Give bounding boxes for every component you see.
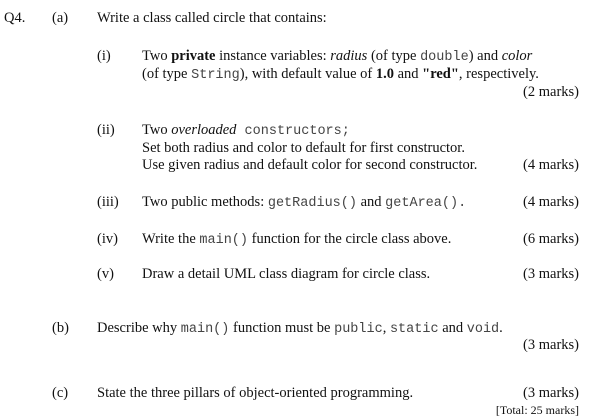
text: , respectively. xyxy=(458,66,539,82)
text: (of type xyxy=(142,66,192,82)
part-a-label: (a) xyxy=(52,10,69,26)
text: function for the circle class above. xyxy=(248,231,452,247)
item-v-text: Draw a detail UML class diagram for circle class. xyxy=(142,266,431,282)
var-radius: radius xyxy=(330,48,368,64)
item-i-label: (i) xyxy=(97,48,111,64)
type-double: double xyxy=(420,50,469,65)
text: ) and xyxy=(468,48,502,64)
total-marks: [Total: 25 marks] xyxy=(495,403,579,417)
question-number: Q4. xyxy=(4,10,26,26)
code-public: public xyxy=(334,322,383,337)
word-constructors: constructors; xyxy=(236,124,350,139)
item-ii-line1 xyxy=(142,122,350,140)
text: and xyxy=(438,320,467,336)
var-color: color xyxy=(501,48,533,64)
text: Describe why xyxy=(97,320,181,336)
text: Two xyxy=(142,48,172,64)
item-ii-line2: Set both radius and color to default for first constructor. xyxy=(142,140,465,156)
item-iii-marks: (4 marks) xyxy=(523,194,579,210)
part-c-marks: (3 marks) xyxy=(523,385,579,401)
method-getarea: getArea(). xyxy=(385,196,467,211)
item-i-line1 xyxy=(142,48,532,66)
item-v-marks: (3 marks) xyxy=(523,266,579,282)
type-string: String xyxy=(191,68,240,83)
default-radius: 1.0 xyxy=(375,66,394,82)
part-a-intro: Write a class called circle that contains: xyxy=(97,10,327,26)
default-color: "red" xyxy=(422,66,459,82)
item-v-label: (v) xyxy=(97,266,114,282)
item-ii-line3: Use given radius and default color for second constructor. xyxy=(142,157,478,173)
method-getradius: getRadius() xyxy=(267,196,357,211)
item-i-marks: (2 marks) xyxy=(523,84,579,100)
code-main: main() xyxy=(199,233,249,248)
item-ii-label: (ii) xyxy=(97,122,115,138)
code-void: void xyxy=(466,322,500,337)
part-c-label: (c) xyxy=(52,385,69,401)
text: and xyxy=(356,194,386,210)
text: Two public methods: xyxy=(142,194,268,210)
text: ), with default value of xyxy=(239,66,376,82)
text: Two xyxy=(142,122,172,138)
text: function must be xyxy=(229,320,335,336)
item-iv-label: (iv) xyxy=(97,231,118,247)
text: instance variables: xyxy=(215,48,331,64)
part-c-text: State the three pillars of object-oriented programming. xyxy=(97,385,414,401)
text: Write the xyxy=(142,231,200,247)
word-overloaded: overloaded xyxy=(171,122,237,138)
item-iv-text xyxy=(142,231,451,249)
item-ii-marks: (4 marks) xyxy=(523,157,579,173)
item-iv-marks: (6 marks) xyxy=(523,231,579,247)
part-b-text xyxy=(97,320,503,338)
code-static: static xyxy=(389,322,439,337)
code-main: main() xyxy=(180,322,230,337)
part-b-marks: (3 marks) xyxy=(523,337,579,353)
text: and xyxy=(393,66,423,82)
keyword-private: private xyxy=(171,48,216,64)
text: , xyxy=(382,320,390,336)
part-b-label: (b) xyxy=(52,320,69,336)
text: . xyxy=(499,320,503,336)
item-i-line2 xyxy=(142,66,539,84)
item-iii-label: (iii) xyxy=(97,194,119,210)
item-iii-text xyxy=(142,194,466,212)
text: (of type xyxy=(367,48,421,64)
